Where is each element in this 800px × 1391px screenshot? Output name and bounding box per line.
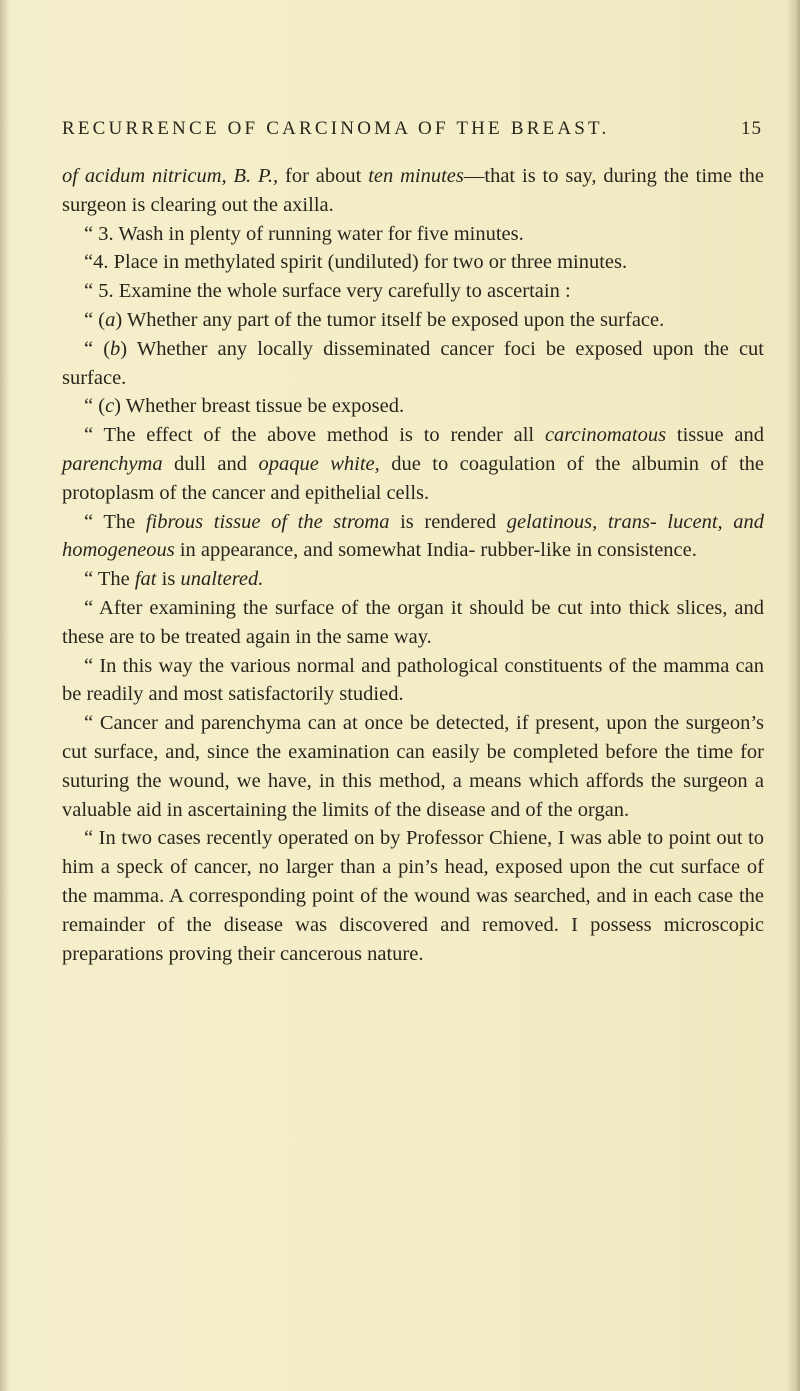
italic-text: carcinomatous [544, 424, 667, 447]
text-run: “ The [84, 568, 135, 591]
italic-text: fibrous tissue of the stroma [145, 510, 390, 533]
text-run: “ The effect of the above method is to render all [84, 424, 545, 447]
italic-text: a [105, 308, 116, 331]
italic-text: gelatinous, trans- lucent, and homogeneous [62, 510, 764, 562]
text-run: “ ( [84, 337, 111, 360]
paragraph-step-5: “ 5. Examine the whole surface very carefully to ascertain : [84, 280, 571, 303]
paragraph-continuation [62, 162, 764, 220]
paragraph-fibrous-tissue [62, 508, 764, 566]
paragraph-fat [62, 565, 764, 594]
text-run: is rendered [389, 510, 507, 533]
body-text [62, 162, 764, 968]
running-head-title: RECURRENCE OF CARCINOMA OF THE BREAST. [62, 118, 610, 139]
italic-text: b [110, 337, 121, 360]
text-run: for about [278, 165, 369, 187]
italic-text: c [105, 395, 115, 418]
italic-text: of acidum nitricum, B. P., [62, 165, 279, 187]
text-run: “ ( [84, 308, 106, 331]
italic-text: parenchyma [62, 452, 163, 475]
text-run: ) Whether any locally disseminated cancer foci be exposed upon the cut surface. [62, 337, 764, 389]
page-gutter-shadow [0, 0, 10, 1391]
text-run: in appearance, and somewhat India- rubber-like in consistence. [174, 539, 697, 562]
italic-text: fat [134, 568, 157, 591]
text-run: ) Whether breast tissue be exposed. [114, 395, 405, 418]
paragraph-item-c [62, 392, 764, 421]
italic-text: unaltered. [180, 568, 264, 591]
paragraph-cancer-detection: “ Cancer and parenchyma can at once be detected, if present, upon the surgeon’s cut surface, and, since the examination can easily be completed before the time for suturing the wound, we have, in this method, a means which affords the surgeon a valuable aid in ascertaining the limits of the disease and of the organ. [62, 712, 764, 821]
running-head [62, 118, 762, 148]
italic-text: ten minutes [368, 165, 464, 187]
paragraph-cases: “ In two cases recently operated on by Professor Chiene, I was able to point out to him a speck of cancer, no larger than a pin’s head, exposed upon the cut surface of the mamma. A corresponding point of the wound was searched, and in each case the remainder of the disease was discovered and removed. I possess microscopic preparations proving their cancerous nature. [62, 827, 764, 965]
paragraph-step-4: “4. Place in methylated spirit (undiluted) for two or three minutes. [84, 251, 628, 274]
text-run: is [156, 568, 181, 591]
text-run: —that is to say, during the time the surgeon is clearing out the axilla. [62, 165, 764, 216]
paragraph-effect [62, 421, 764, 507]
text-run: tissue and [666, 424, 764, 447]
text-run: “ The [84, 510, 146, 533]
paragraph-item-b [62, 335, 764, 393]
paragraph-item-a [62, 306, 764, 335]
text-run: “ ( [84, 395, 106, 418]
page-edge [786, 0, 800, 1391]
text-run: due to coagulation of the albumin of the protoplasm of the cancer and epithelial cells. [62, 452, 765, 504]
italic-text: opaque white, [258, 452, 380, 475]
text-run: ) Whether any part of the tumor itself be exposed upon the surface. [115, 308, 665, 331]
paragraph-constituents: “ In this way the various normal and pathological constituents of the mamma can be readily and most satisfactorily studied. [62, 654, 764, 706]
paragraph-step-3: “ 3. Wash in plenty of running water for five minutes. [84, 222, 524, 245]
page-number: 15 [741, 118, 762, 139]
paragraph-slices: “ After examining the surface of the organ it should be cut into thick slices, and these are to be treated again in the same way. [62, 596, 764, 648]
text-run: dull and [162, 452, 259, 475]
